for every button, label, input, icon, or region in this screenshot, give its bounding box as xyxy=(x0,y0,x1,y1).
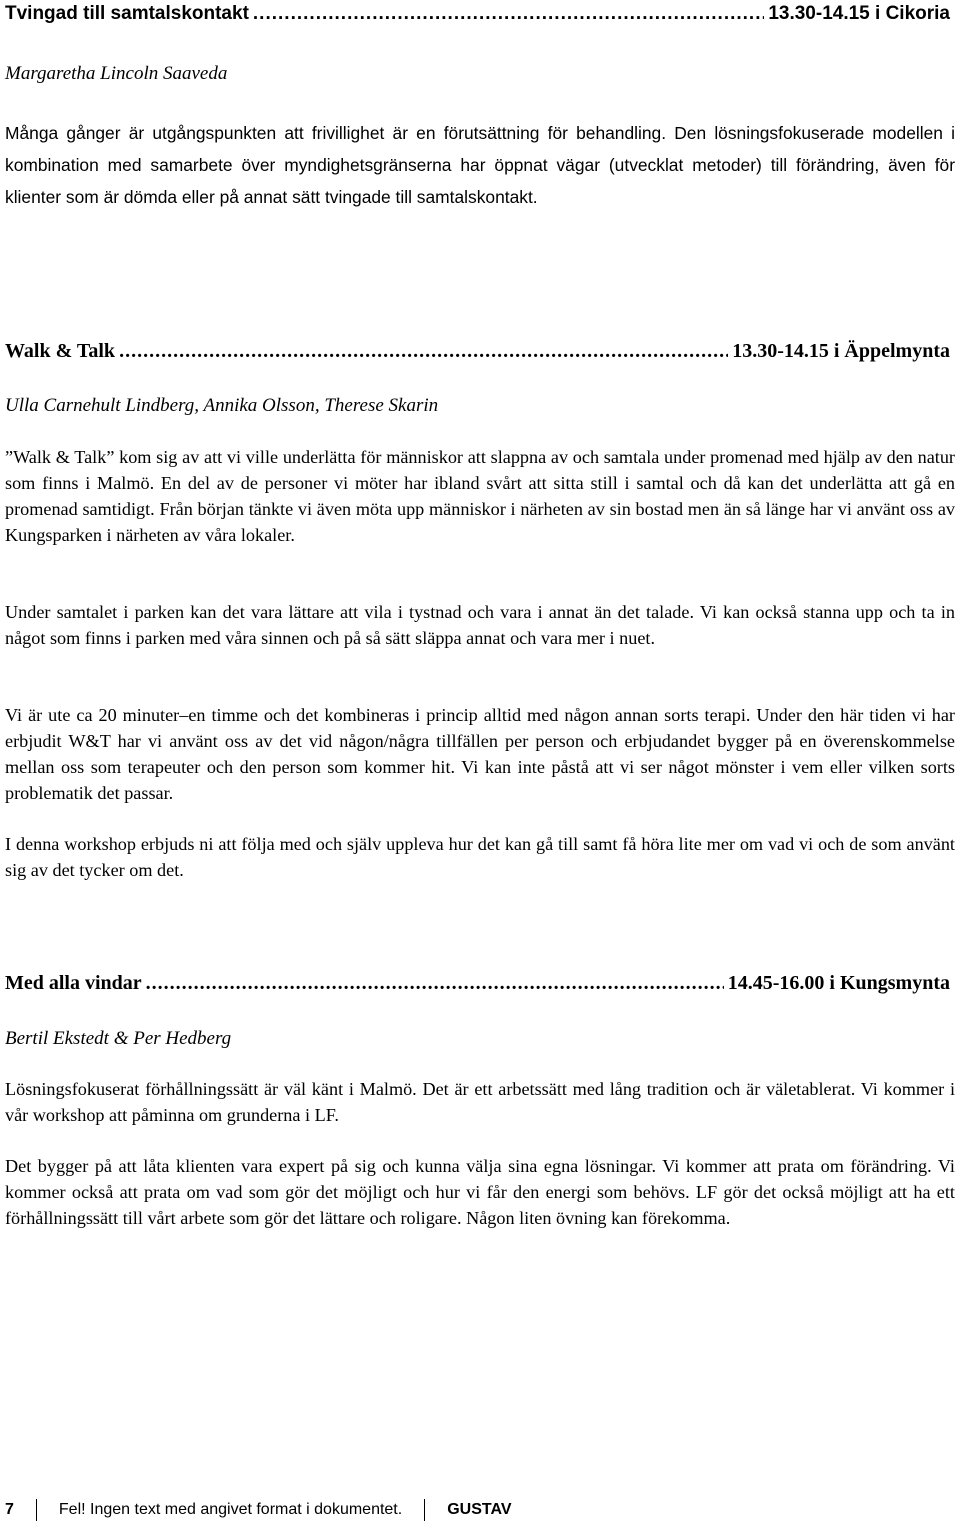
section-paragraph: ”Walk & Talk” kom sig av att vi ville underlätta för människor att slappna av och samtala under promenad med hjälp av den natur som finns i Malmö. En del av de personer vi möter har ibland svårt att sitta still i samtal och då kan det underlätta att gå en promenad samtidigt. Från början tänkte vi även möta upp människor i närheten av sin bostad men än så länge har vi använt oss av Kungsparken i närheten av våra lokaler. xyxy=(5,447,955,545)
section-heading-1 xyxy=(5,2,950,26)
section-title: Med alla vindar xyxy=(5,972,142,994)
section-paragraph: Lösningsfokuserat förhållningssätt är väl känt i Malmö. Det är ett arbetssätt med lång tradition och är väletablerat. Vi kommer i vår workshop att påminna om grunderna i LF. xyxy=(5,1079,955,1125)
section-paragraph: Många gånger är utgångspunkten att frivillighet är en förutsättning för behandling. Den lösningsfokuserade modellen i kombination med samarbete över myndighetsgränserna har öppnat vägar (utvecklat metoder) till förändring, även för klienter som är dömda eller på annat sätt tvingade till samtalskontakt. xyxy=(5,123,955,207)
footer-separator xyxy=(424,1499,425,1521)
section-time-place: 13.30-14.15 i Äppelmynta xyxy=(732,340,950,362)
section-heading-3 xyxy=(5,971,950,995)
section-time-place: 13.30-14.15 i Cikoria xyxy=(768,3,950,24)
section-paragraph: Vi är ute ca 20 minuter–en timme och det kombineras i princip alltid med någon annan sorts terapi. Under den här tiden vi har erbjudit W&T har vi använt oss av det vid någon/några tillfällen per person och erbjudandet bygger på en överenskommelse mellan oss som terapeuter och den person som kommer hit. Vi kan inte påstå att vi ser något mönster i vem eller vilken sorts problematik det passar. xyxy=(5,705,955,803)
section-heading-2 xyxy=(5,339,950,363)
section-presenters: Bertil Ekstedt & Per Hedberg xyxy=(5,1028,232,1049)
section-presenters: Ulla Carnehult Lindberg, Annika Olsson, Therese Skarin xyxy=(5,395,439,416)
dot-leader xyxy=(146,971,724,995)
section-paragraph: Det bygger på att låta klienten vara expert på sig och kunna välja sina egna lösningar. Vi kommer att prata om förändring. Vi kommer också att prata om vad som gör det möjligt och hur vi får den energi som behövs. LF gör det också möjligt att ha ett förhållningssätt till vårt arbete som gör det lättare och roligare. Någon liten övning kan förekomma. xyxy=(5,1156,955,1228)
footer-separator xyxy=(36,1499,37,1521)
section-paragraph: I denna workshop erbjuds ni att följa med och själv uppleva hur det kan gå till samt få höra lite mer om vad vi och de som använt sig av det tycker om det. xyxy=(5,834,955,880)
section-presenters: Margaretha Lincoln Saaveda xyxy=(5,63,228,84)
page-footer xyxy=(5,1498,512,1522)
section-title: Walk & Talk xyxy=(5,340,116,362)
dot-leader xyxy=(253,2,764,26)
page-number: 7 xyxy=(5,1501,14,1518)
footer-author-tag: GUSTAV xyxy=(447,1501,512,1518)
footer-field-error: Fel! Ingen text med angivet format i dokumentet. xyxy=(58,1501,403,1518)
section-title: Tvingad till samtalskontakt xyxy=(5,3,249,24)
section-time-place: 14.45-16.00 i Kungsmynta xyxy=(727,972,950,994)
section-paragraph: Under samtalet i parken kan det vara lättare att vila i tystnad och vara i annat än det talade. Vi kan också stanna upp och ta in något som finns i parken med våra sinnen och på så sätt släppa annat och vara mer i nuet. xyxy=(5,602,955,648)
dot-leader xyxy=(119,339,728,363)
